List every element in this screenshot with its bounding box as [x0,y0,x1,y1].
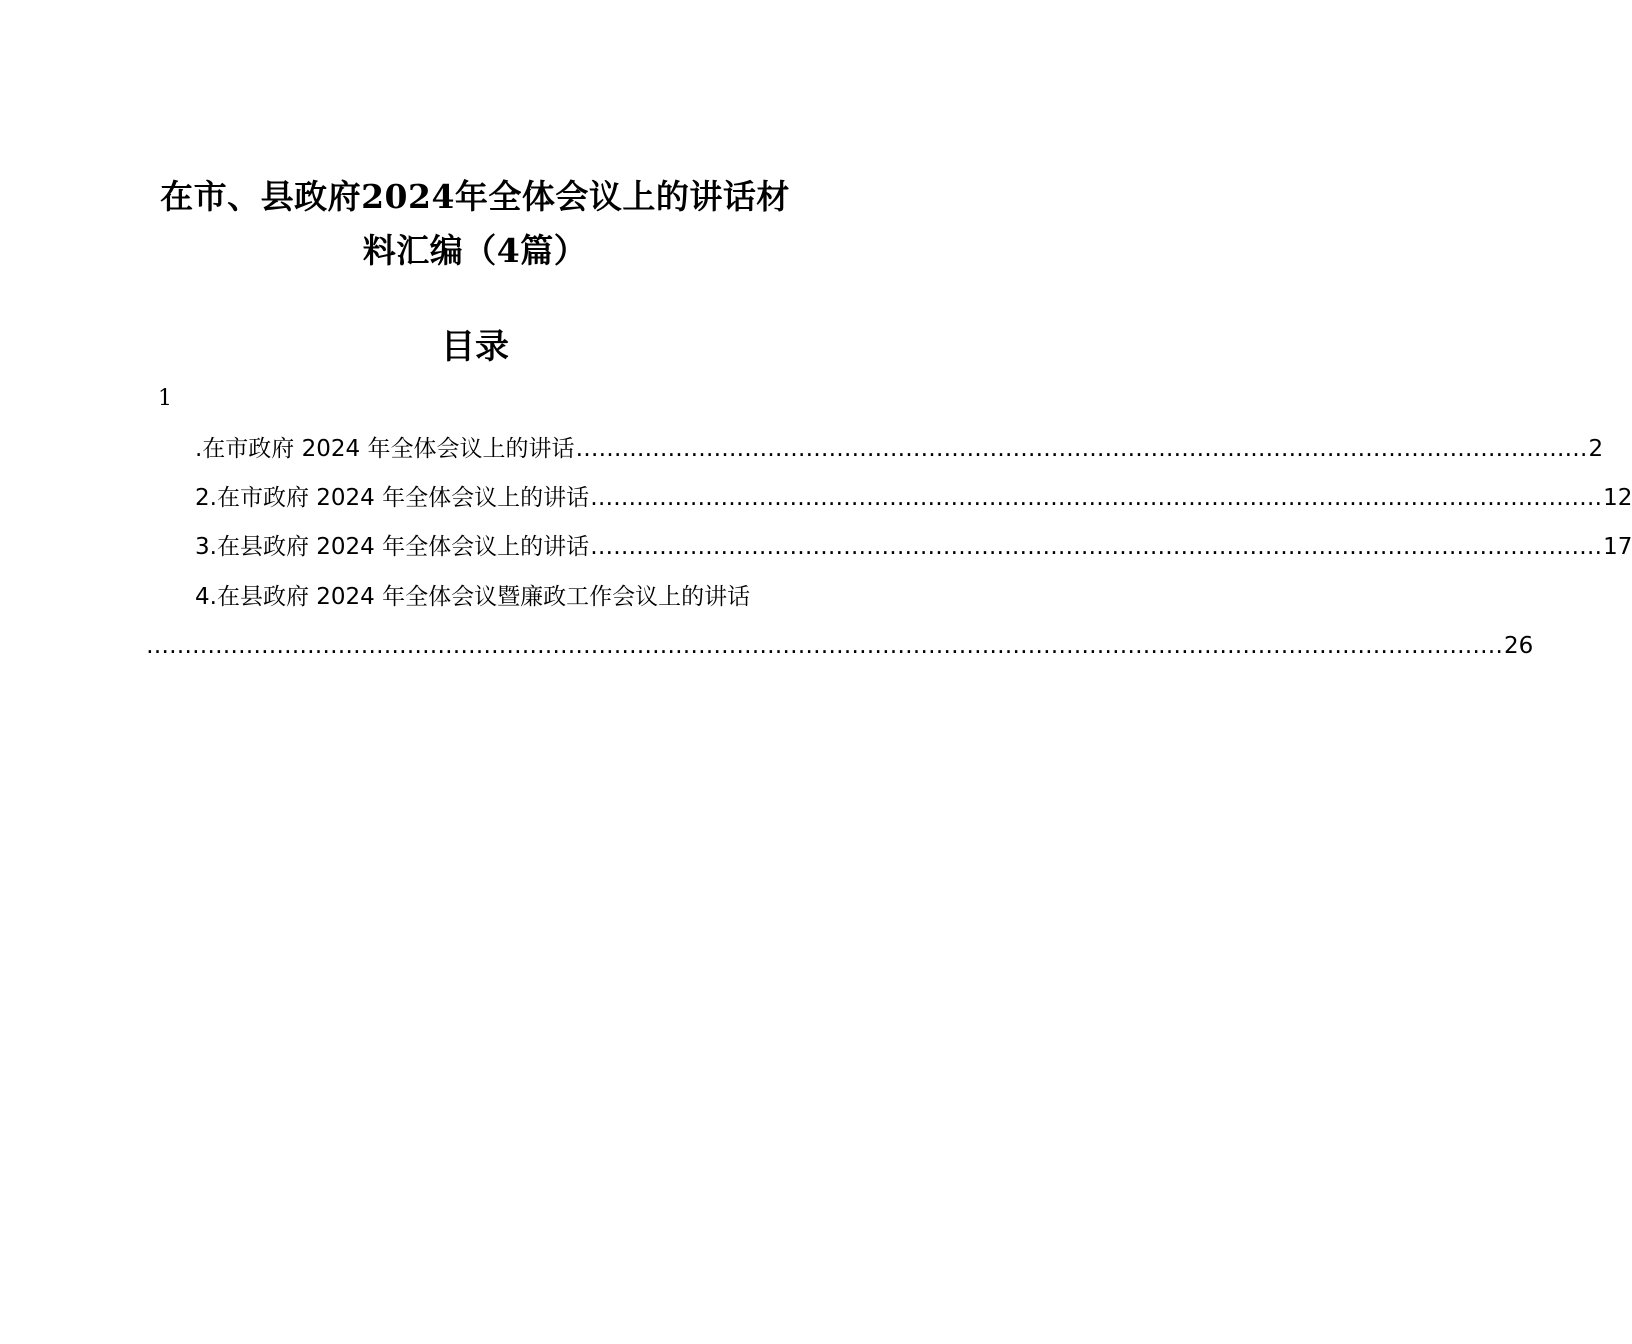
toc-entry-label: 4.在县政府 2024 年全体会议暨廉政工作会议上的讲话 [195,584,751,610]
toc-page-number: 2 [1588,436,1604,462]
toc-dot-leader: …………………………………………………………………………………………………………………… [590,485,1603,511]
toc-entry-4-continuation[interactable] [145,629,1534,663]
toc-dot-leader: …………………………………………………………………………………………………………………… [590,534,1603,560]
toc-heading: 目录 [441,327,509,367]
toc-page-number: 12 [1603,485,1632,511]
list-number-marker: 1 [158,386,172,411]
toc-entry-label: 2.在市政府 2024 年全体会议上的讲话 [195,485,590,511]
document-title [120,170,830,278]
toc-dot-leader: …………………………………………………………………………………………………………………………………………………………… [146,633,1503,659]
toc-entry-label: .在市政府 2024 年全体会议上的讲话 [195,436,575,462]
toc-entry-2[interactable] [195,481,1632,515]
toc-dot-leader: …………………………………………………………………………………………………………………… [575,436,1588,462]
toc-entry-label: 3.在县政府 2024 年全体会议上的讲话 [195,534,590,560]
toc-entry-3[interactable] [195,530,1632,564]
title-line-1: 在市、县政府2024年全体会议上的讲话材 [160,177,790,216]
title-line-2: 料汇编（4篇） [362,231,588,270]
toc-page-number: 26 [1504,633,1534,659]
toc-entry-1[interactable] [195,432,1604,466]
toc-page-number: 17 [1603,534,1632,560]
toc-entry-4[interactable] [195,580,810,614]
